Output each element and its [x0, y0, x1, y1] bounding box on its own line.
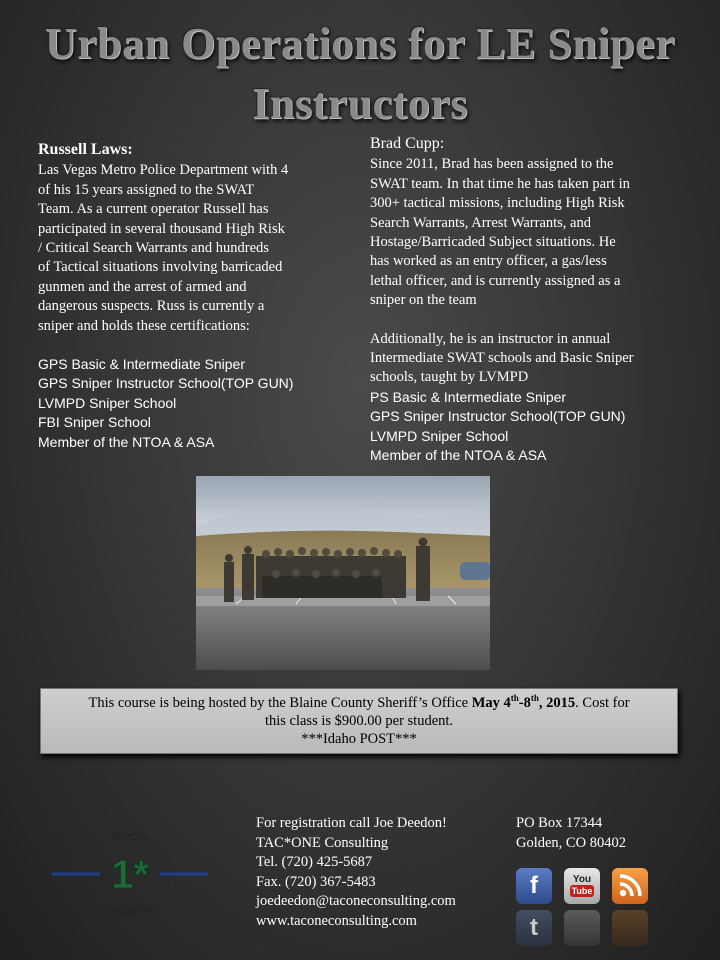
address-line: PO Box 17344 [516, 815, 603, 831]
certification-item: Member of the NTOA & ASA [370, 447, 547, 464]
instructor-bio-additional: Additionally, he is an instructor in annual Intermediate SWAT schools and Basic Sniper schools, taught by LVMPD [370, 330, 634, 386]
phone-number[interactable]: Tel. (720) 425-5687 [256, 854, 373, 871]
instructor-bio: Las Vegas Metro Police Department with 4 of his 15 years assigned to the SWAT Team. As a current operator Russell has participated in several thousand High Risk / Critical Search Warrants and hundreds of Tactical situations involving barricaded gunmen and the arrest of armed and dangerous suspects. Russ is currently a sniper and holds these certifications: [38, 162, 289, 334]
logo-ring-bottom: CONSULTING [100, 906, 160, 916]
certification-list [38, 355, 338, 452]
instructor-russell-section [38, 140, 338, 452]
rss-reflection-icon [612, 910, 648, 946]
facebook-icon[interactable]: f [516, 868, 552, 904]
mailing-address [516, 814, 626, 853]
notice-line-2: this class is $900.00 per student. [264, 713, 454, 729]
certification-item: LVMPD Sniper School [38, 394, 177, 411]
contact-block [256, 814, 456, 932]
tacone-logo [52, 822, 208, 922]
youtube-icon[interactable] [564, 868, 600, 904]
certification-item: Member of the NTOA & ASA [38, 433, 215, 450]
address-line: Golden, CO 80402 [516, 834, 626, 851]
page-title [0, 14, 720, 134]
certification-item: LVMPD Sniper School [370, 427, 509, 444]
certification-list [370, 388, 690, 466]
notice-line-1: This course is being hosted by the Blaine County Sheriff’s Office May 4th-8th, 2015. Cost for [88, 693, 630, 711]
certification-item: GPS Sniper Instructor School(TOP GUN) [38, 375, 294, 392]
facebook-reflection-icon: t [516, 910, 552, 946]
fax-number: Fax. (720) 367-5483 [256, 873, 376, 890]
logo-ring-top: TAC*ONE [109, 832, 151, 842]
email-link[interactable]: joedeedon@taconeconsulting.com [256, 893, 456, 910]
company-name: TAC*ONE Consulting [256, 834, 389, 851]
svg-text:You: You [572, 874, 592, 885]
certification-item: GPS Basic & Intermediate Sniper [38, 356, 245, 373]
youtube-reflection-icon [564, 910, 600, 946]
svg-text:Tube: Tube [571, 886, 593, 896]
spacer [370, 311, 690, 330]
certification-item: FBI Sniper School [38, 414, 151, 431]
instructor-name: Russell Laws: [38, 141, 133, 158]
course-dates: May 4th-8th, 2015 [471, 693, 576, 711]
instructor-brad-section [370, 134, 690, 466]
course-notice-box [40, 688, 678, 754]
logo-mark: 1* [111, 853, 149, 897]
registration-line: For registration call Joe Deedon! [256, 815, 447, 831]
website-link[interactable]: www.taconeconsulting.com [256, 912, 417, 929]
instructor-name: Brad Cupp: [370, 135, 445, 152]
title-line-1: Urban Operations for LE Sniper [44, 19, 676, 68]
instructor-bio: Since 2011, Brad has been assigned to the SWAT team. In that time he has taken part in 300+ tactical missions, including High Risk Search Warrants, Arrest Warrants, and Hostage/Barricaded Subject situations. He has worked as an entry officer, a gas/less lethal officer, and is currently assigned as a sniper on the team [370, 156, 630, 309]
notice-line-3: ***Idaho POST*** [301, 731, 417, 747]
certification-item: GPS Sniper Instructor School(TOP GUN) [370, 408, 626, 425]
certification-item: PS Basic & Intermediate Sniper [370, 388, 567, 405]
rss-icon[interactable] [612, 868, 648, 904]
group-photo [196, 476, 490, 670]
title-line-2: Instructors [252, 79, 468, 128]
